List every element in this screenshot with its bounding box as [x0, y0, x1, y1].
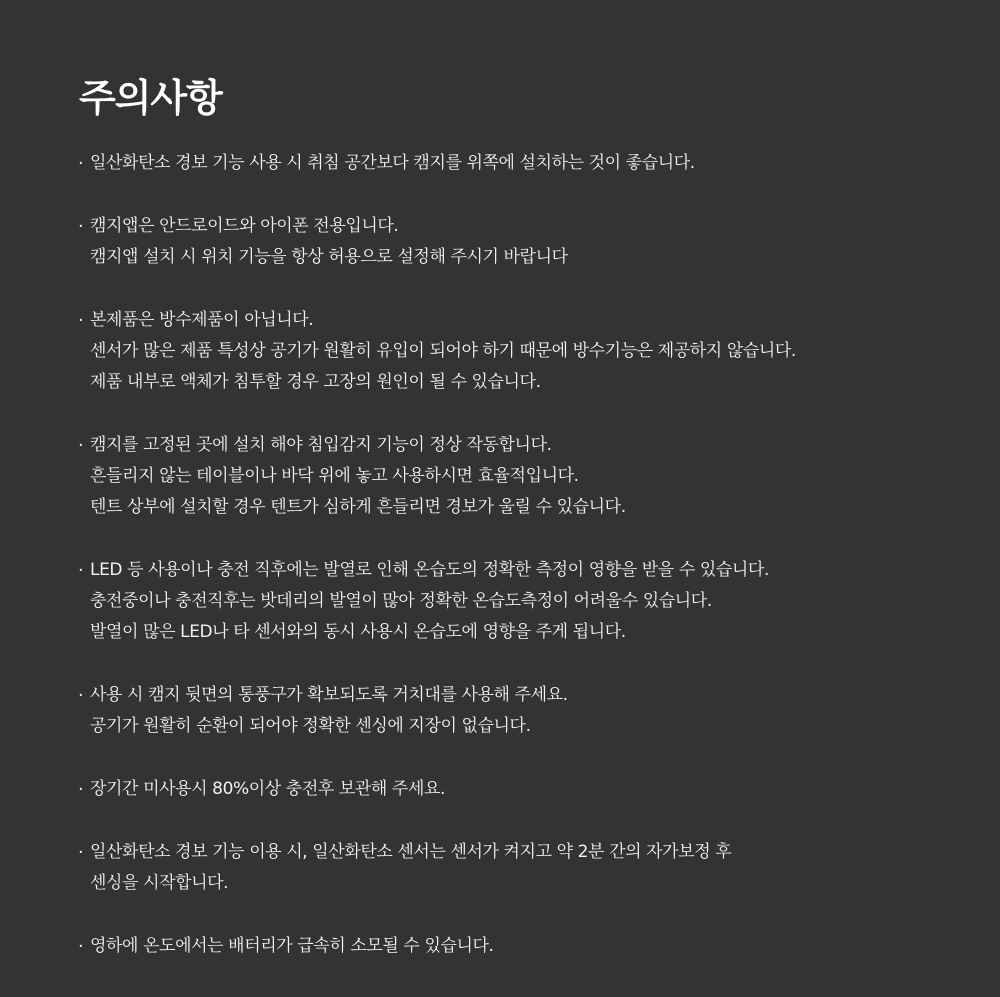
caution-text-line: · LED 등 사용이나 충전 직후에는 발열로 인해 온습도의 정확한 측정이 영향을 받을 수 있습니다. [90, 560, 769, 580]
caution-item [79, 555, 1000, 648]
caution-text-line: · 사용 시 캠지 뒷면의 통풍구가 확보되도록 거치대를 사용해 주세요. [90, 685, 568, 705]
caution-text-line: · 장기간 미사용시 80%이상 충전후 보관해 주세요. [90, 779, 446, 799]
caution-item [79, 305, 1000, 398]
caution-item [79, 680, 1000, 742]
caution-item [79, 148, 1000, 179]
caution-text-line: 발열이 많은 LED나 타 센서와의 동시 사용시 온습도에 영향을 주게 됩니다. [90, 622, 626, 642]
caution-item [79, 430, 1000, 523]
caution-item [79, 211, 1000, 273]
caution-text-line: 제품 내부로 액체가 침투할 경우 고장의 원인이 될 수 있습니다. [90, 372, 541, 392]
caution-item [79, 774, 1000, 805]
caution-text-line: 센서가 많은 제품 특성상 공기가 원활히 유입이 되어야 하기 때문에 방수기능은 제공하지 않습니다. [90, 341, 796, 361]
caution-text-line: 공기가 원활히 순환이 되어야 정확한 센싱에 지장이 없습니다. [90, 716, 531, 736]
caution-text-line: 흔들리지 않는 테이블이나 바닥 위에 놓고 사용하시면 효율적입니다. [90, 466, 579, 486]
caution-list [79, 148, 1000, 962]
caution-text-line: 충전중이나 충전직후는 밧데리의 발열이 많아 정확한 온습도측정이 어려울수 있습니다. [90, 591, 712, 611]
caution-item [79, 837, 1000, 899]
caution-text-line: · 영하에 온도에서는 배터리가 급속히 소모될 수 있습니다. [90, 936, 494, 956]
caution-text-line: 캠지앱 설치 시 위치 기능을 항상 허용으로 설정해 주시기 바랍니다 [90, 247, 568, 267]
caution-text-line: · 일산화탄소 경보 기능 이용 시, 일산화탄소 센서는 센서가 켜지고 약 2분 간의 자가보정 후 [90, 842, 732, 862]
caution-text-line: 텐트 상부에 설치할 경우 텐트가 심하게 흔들리면 경보가 울릴 수 있습니다. [90, 497, 626, 517]
caution-text-line: · 본제품은 방수제품이 아닙니다. [90, 310, 314, 330]
caution-item [79, 931, 1000, 962]
caution-text-line: · 일산화탄소 경보 기능 사용 시 취침 공간보다 캠지를 위쪽에 설치하는 것이 좋습니다. [90, 153, 695, 173]
caution-text-line: · 캠지앱은 안드로이드와 아이폰 전용입니다. [90, 216, 399, 236]
page-title: 주의사항 [79, 76, 222, 120]
caution-text-line: 센싱을 시작합니다. [90, 873, 229, 893]
caution-text-line: · 캠지를 고정된 곳에 설치 해야 침입감지 기능이 정상 작동합니다. [90, 435, 552, 455]
